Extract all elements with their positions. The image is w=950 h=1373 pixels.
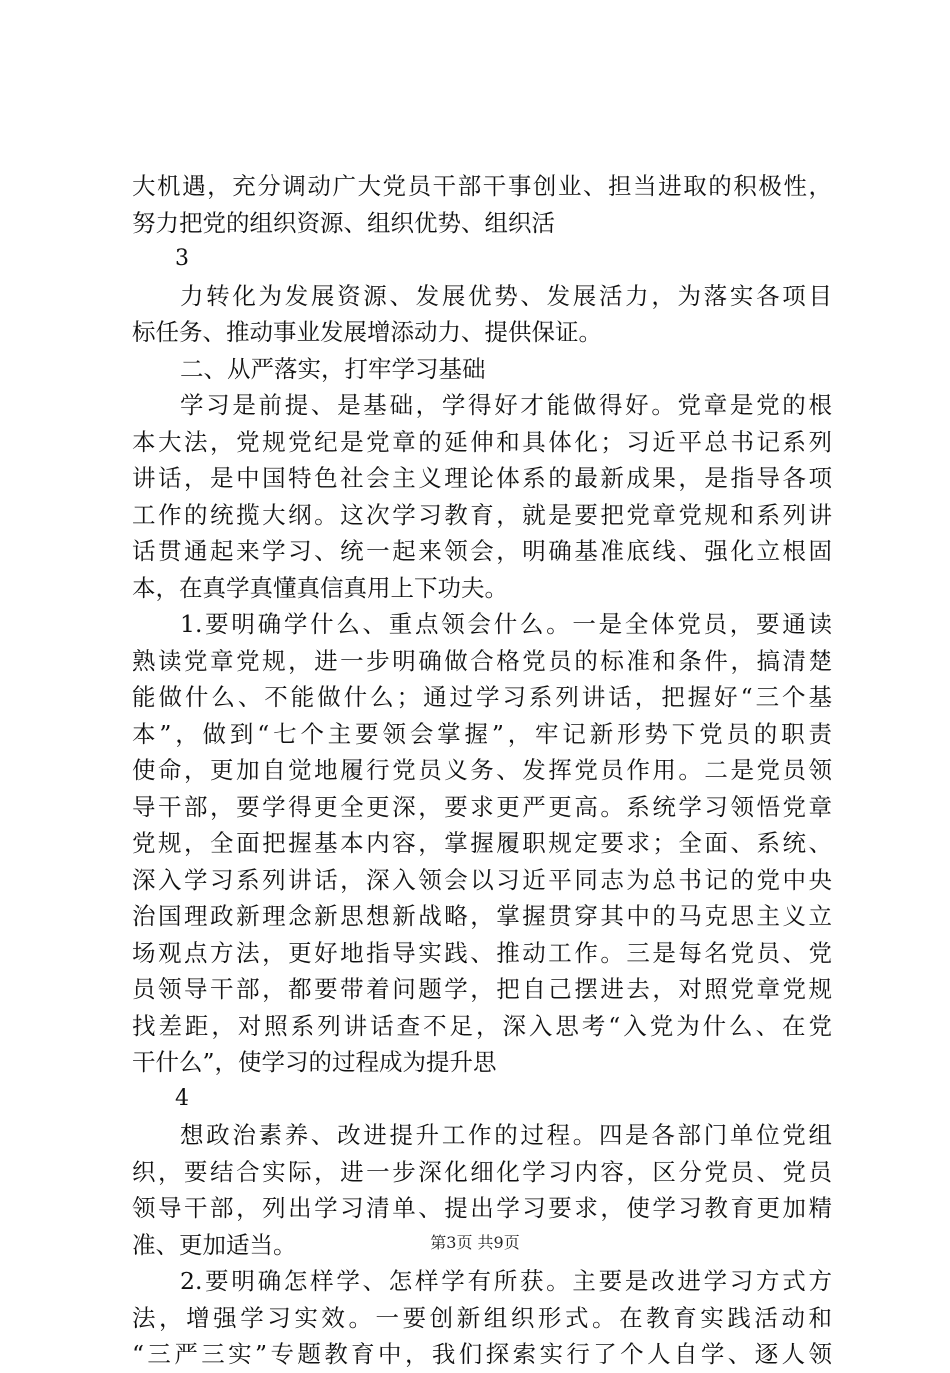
text-line: 场观点方法，更好地指导实践、推动工作。三是每名党员、党 [132, 938, 832, 967]
text-line: 本大法，党规党纪是党章的延伸和具体化；习近平总书记系列 [132, 427, 832, 456]
text-line: 标任务、推动事业发展增添动力、提供保证。 [132, 318, 602, 346]
text-line: 织，要结合实际，进一步深化细化学习内容，区分党员、党员 [132, 1157, 832, 1186]
text-line: 2.要明确怎样学、怎样学有所获。主要是改进学习方式方 [180, 1267, 832, 1295]
text-line: “三严三实”专题教育中，我们探索实行了个人自学、逐人领 [132, 1340, 832, 1368]
text-line: 找差距，对照系列讲话查不足，深入思考“入党为什么、在党 [132, 1011, 832, 1040]
text-line: 治国理政新理念新思想新战略，掌握贯穿其中的马克思主义立 [132, 902, 832, 930]
text-line: 深入学习系列讲话，深入领会以习近平同志为总书记的党中央 [132, 865, 832, 894]
text-line: 本，在真学真懂真信真用上下功夫。 [132, 573, 508, 602]
text-line: 本”，做到“七个主要领会掌握”，牢记新形势下党员的职责 [132, 719, 832, 748]
text-line: 努力把党的组织资源、组织优势、组织活 [132, 208, 555, 237]
text-line: 准、更加适当。 [132, 1230, 297, 1259]
text-line: 员领导干部，都要带着问题学，把自己摆进去，对照党章党规 [132, 975, 832, 1003]
text-line: 党规，全面把握基本内容，掌握履职规定要求；全面、系统、 [132, 829, 832, 857]
text-line: 力转化为发展资源、发展优势、发展活力，为落实各项目 [180, 281, 832, 310]
body-text [132, 168, 832, 1373]
text-line: 导干部，要学得更全更深，要求更严更高。系统学习领悟党章 [132, 792, 832, 821]
text-line: 1.要明确学什么、重点领会什么。一是全体党员，要通读 [180, 610, 832, 638]
text-line: 想政治素养、改进提升工作的过程。四是各部门单位党组 [180, 1121, 832, 1149]
text-line: 学习是前提、是基础，学得好才能做得好。党章是党的根 [180, 391, 832, 419]
text-line: 工作的统揽大纲。这次学习教育，就是要把党章党规和系列讲 [132, 500, 832, 529]
page-number-marker: 3 [175, 246, 189, 271]
text-line: 法，增强学习实效。一要创新组织形式。在教育实践活动和 [132, 1303, 832, 1332]
text-line: 能做什么、不能做什么；通过学习系列讲话，把握好“三个基 [132, 683, 832, 711]
text-line: 使命，更加自觉地履行党员义务、发挥党员作用。二是党员领 [132, 756, 832, 784]
text-line: 大机遇，充分调动广大党员干部干事创业、担当进取的积极性， [132, 172, 832, 200]
text-line: 领导干部，列出学习清单、提出学习要求，使学习教育更加精 [132, 1194, 832, 1222]
text-line: 二、从严落实，打牢学习基础 [180, 354, 486, 383]
page-number-marker: 4 [175, 1085, 189, 1111]
page-footer: 第3页 共9页 [430, 1233, 520, 1252]
text-line: 熟读党章党规，进一步明确做合格党员的标准和条件，搞清楚 [132, 646, 832, 675]
text-line: 讲话，是中国特色社会主义理论体系的最新成果，是指导各项 [132, 464, 832, 492]
text-line: 话贯通起来学习、统一起来领会，明确基准底线、强化立根固 [132, 537, 832, 565]
text-line: 干什么”，使学习的过程成为提升思 [132, 1048, 497, 1076]
